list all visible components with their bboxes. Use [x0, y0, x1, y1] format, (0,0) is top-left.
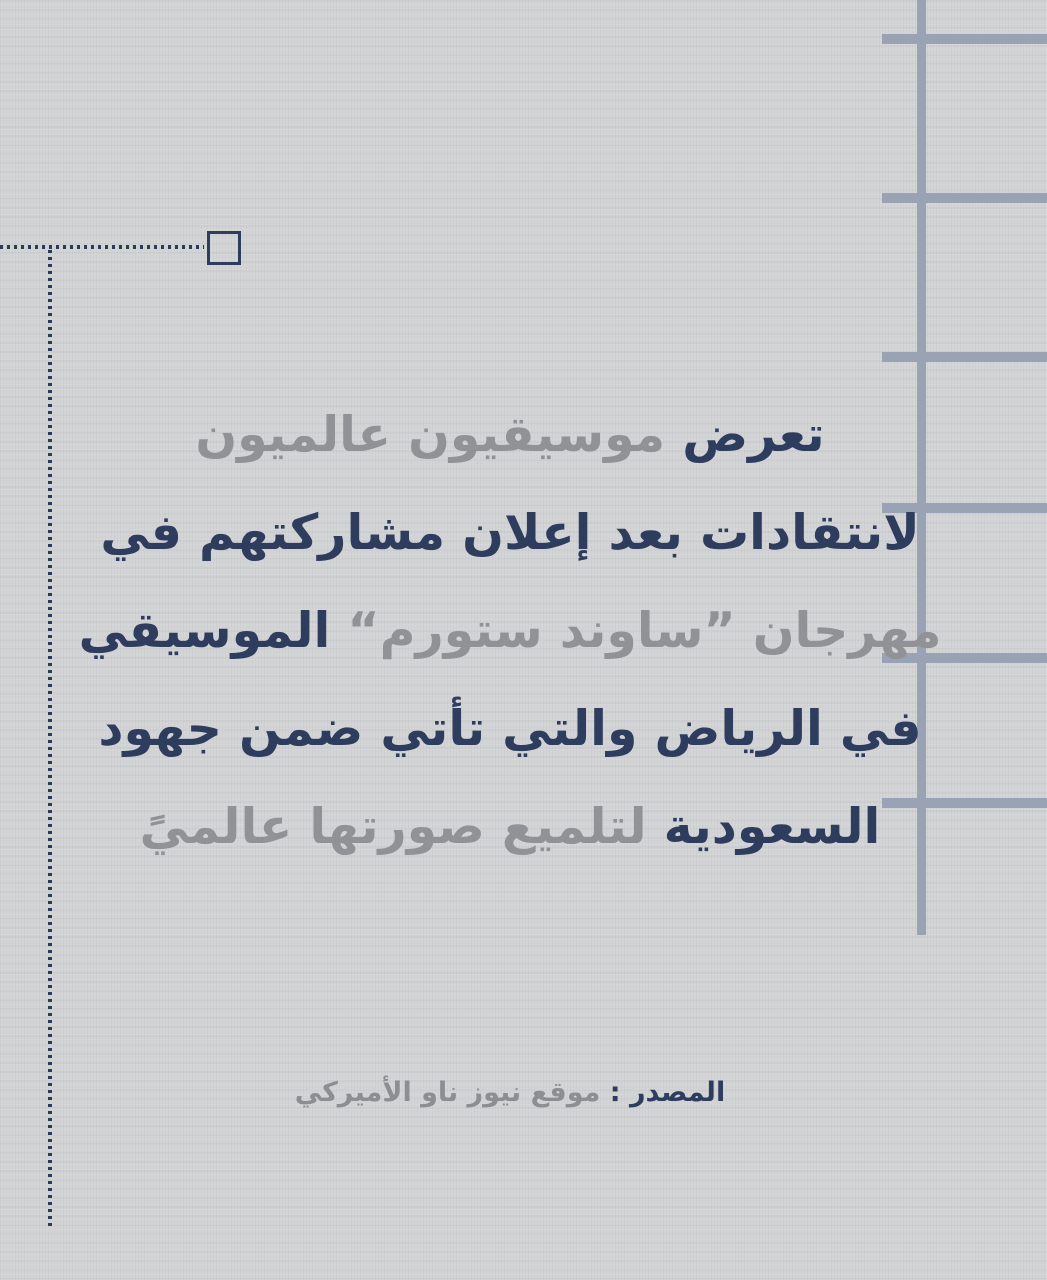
- headline-emphasis: السعودية: [646, 798, 881, 855]
- headline-line-5: [0, 778, 1020, 876]
- headline-line-1: [0, 386, 1020, 484]
- headline-muted: لتلميع صورتها عالميً: [139, 798, 647, 855]
- headline-line-4: [0, 680, 1020, 778]
- outline-square-icon: [207, 231, 241, 265]
- headline-emphasis: الموسيقي: [78, 602, 331, 659]
- headline-line-3: [0, 582, 1020, 680]
- headline: [0, 386, 1020, 876]
- source-text: موقع نيوز ناو الأميركي: [294, 1077, 610, 1108]
- headline-emphasis: تعرض: [665, 406, 825, 463]
- dotted-horizontal-guide: [0, 245, 204, 249]
- notebook-grid-horizontal-line: [882, 34, 1047, 44]
- notebook-grid-horizontal-line: [882, 352, 1047, 362]
- headline-emphasis: في الرياض والتي تأتي ضمن جهود: [98, 700, 922, 757]
- headline-muted: موسيقيون عالميون: [195, 406, 666, 463]
- source-label: المصدر :: [609, 1077, 726, 1108]
- headline-muted: مهرجان ”ساوند ستورم“: [330, 602, 942, 659]
- source-attribution: [0, 1075, 1020, 1111]
- headline-line-2: [0, 484, 1020, 582]
- headline-emphasis: لانتقادات بعد إعلان مشاركتهم في: [100, 504, 920, 561]
- notebook-grid-horizontal-line: [882, 193, 1047, 203]
